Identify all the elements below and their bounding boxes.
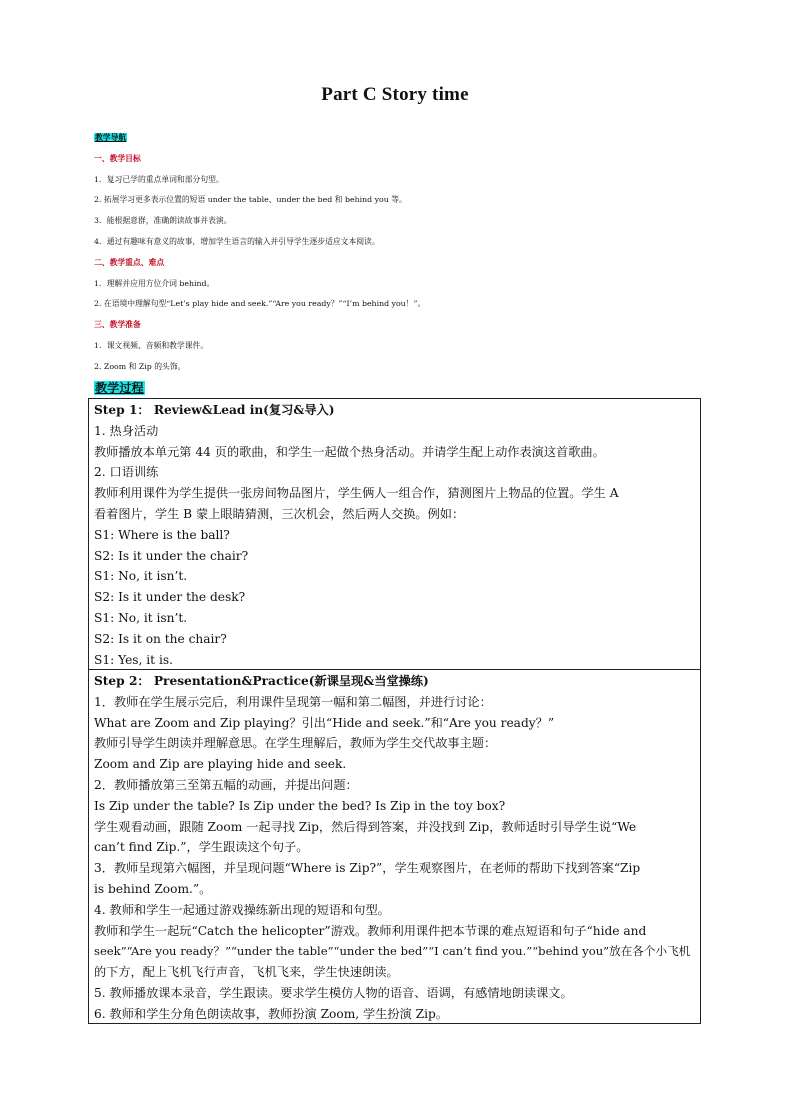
step-1-line: S2: Is it under the chair? [94, 548, 249, 563]
step-2-box [88, 669, 701, 1024]
step-2-title: Step 2： Presentation&Practice(新课呈现&当堂操练) [94, 674, 429, 688]
step-2-line: 1．教师在学生展示完后，利用课件呈现第一幅和第二幅图，并进行讨论： [94, 694, 492, 709]
step-1-line: 看着图片，学生 B 蒙上眼睛猜测，三次机会，然后两人交换。例如： [94, 506, 465, 521]
step-1-line: S1: No, it isn’t. [94, 569, 188, 584]
goal-item: 4．通过有趣味有意义的故事，增加学生语言的输入并引导学生逐步适应文本阅读。 [94, 236, 380, 246]
step-2-line: 学生观看动画，跟随 Zoom 一起寻找 Zip，然后得到答案，并没找到 Zip，教师适时引导学生说“We [94, 819, 637, 834]
step-1-line: S2: Is it on the chair? [94, 631, 227, 646]
goals-heading: 一、教学目标 [94, 153, 141, 163]
teaching-navigation [94, 128, 714, 378]
step-2-line: can’t find Zip.”，学生跟读这个句子。 [94, 840, 309, 855]
step-1-line: 教师播放本单元第 44 页的歌曲，和学生一起做个热身活动。并请学生配上动作表演这首歌曲。 [94, 444, 605, 459]
step-1-line: 1. 热身活动 [94, 423, 159, 438]
step-1-box [88, 398, 701, 670]
nav-heading: 教学导航 [95, 133, 127, 142]
page-title: Part C Story time [321, 84, 469, 105]
key-point-item: 2. 在语境中理解句型“Let’s play hide and seek.”“Are you ready？”“I’m behind you！”。 [94, 299, 426, 309]
key-point-item: 1．理解并应用方位介词 behind。 [94, 278, 215, 288]
key-points-heading: 二、教学重点、难点 [94, 257, 165, 267]
process-heading: 教学过程 [95, 381, 144, 395]
step-1-line: 教师利用课件为学生提供一张房间物品图片，学生俩人一组合作，猜测图片上物品的位置。学生 A [94, 486, 619, 501]
step-1-line: 2. 口语训练 [94, 465, 159, 480]
step-2-line: 教师和学生一起玩“Catch the helicopter”游戏。教师利用课件把本节课的难点短语和句子“hide and [94, 923, 647, 938]
step-2-line: 6. 教师和学生分角色朗读故事，教师扮演 Zoom, 学生扮演 Zip。 [94, 1006, 448, 1021]
preparation-heading: 三、教学准备 [94, 320, 141, 330]
step-2-line: 4. 教师和学生一起通过游戏操练新出现的短语和句型。 [94, 902, 390, 917]
preparation-item: 1．课文视频、音频和教学课件。 [94, 340, 209, 350]
step-2-line: 的下方，配上飞机飞行声音，飞机飞来，学生快速朗读。 [94, 965, 399, 980]
process-heading-wrap [94, 378, 145, 399]
step-1-line: S1: Where is the ball? [94, 527, 230, 542]
step-1-line: S1: No, it isn’t. [94, 610, 188, 625]
step-1-line: S1: Yes, it is. [94, 652, 173, 667]
step-2-line: 教师引导学生朗读并理解意思。在学生理解后，教师为学生交代故事主题： [94, 736, 497, 751]
step-2-line: What are Zoom and Zip playing？引出“Hide and seek.”和“Are you ready？” [94, 715, 555, 730]
step-1-title: Step 1： Review&Lead in(复习&导入) [94, 403, 335, 417]
preparation-item: 2. Zoom 和 Zip 的头饰。 [94, 361, 186, 371]
step-2-line: Is Zip under the table? Is Zip under the bed? Is Zip in the toy box? [94, 798, 506, 813]
step-2-line: 2．教师播放第三至第五幅的动画，并提出问题： [94, 777, 358, 792]
goal-item: 1．复习已学的重点单词和部分句型。 [94, 174, 224, 184]
step-2-line: is behind Zoom.”。 [94, 881, 212, 896]
step-2-line: 3．教师呈现第六幅图，并呈现问题“Where is Zip?”，学生观察图片，在老师的帮助下找到答案“Zip [94, 861, 641, 876]
step-2-line: Zoom and Zip are playing hide and seek. [94, 757, 347, 772]
goal-item: 3．能根据意群，准确朗读故事并表演。 [94, 216, 232, 226]
step-2-line: seek”“Are you ready？”“under the table”“under the bed”“I can’t find you.”“behind you”放在各个小飞机 [94, 944, 691, 959]
goal-item: 2. 拓展学习更多表示位置的短语 under the table、under the bed 和 behind you 等。 [94, 195, 407, 205]
step-2-line: 5. 教师播放课本录音，学生跟读。要求学生模仿人物的语音、语调，有感情地朗读课文。 [94, 985, 573, 1000]
step-1-line: S2: Is it under the desk? [94, 590, 246, 605]
